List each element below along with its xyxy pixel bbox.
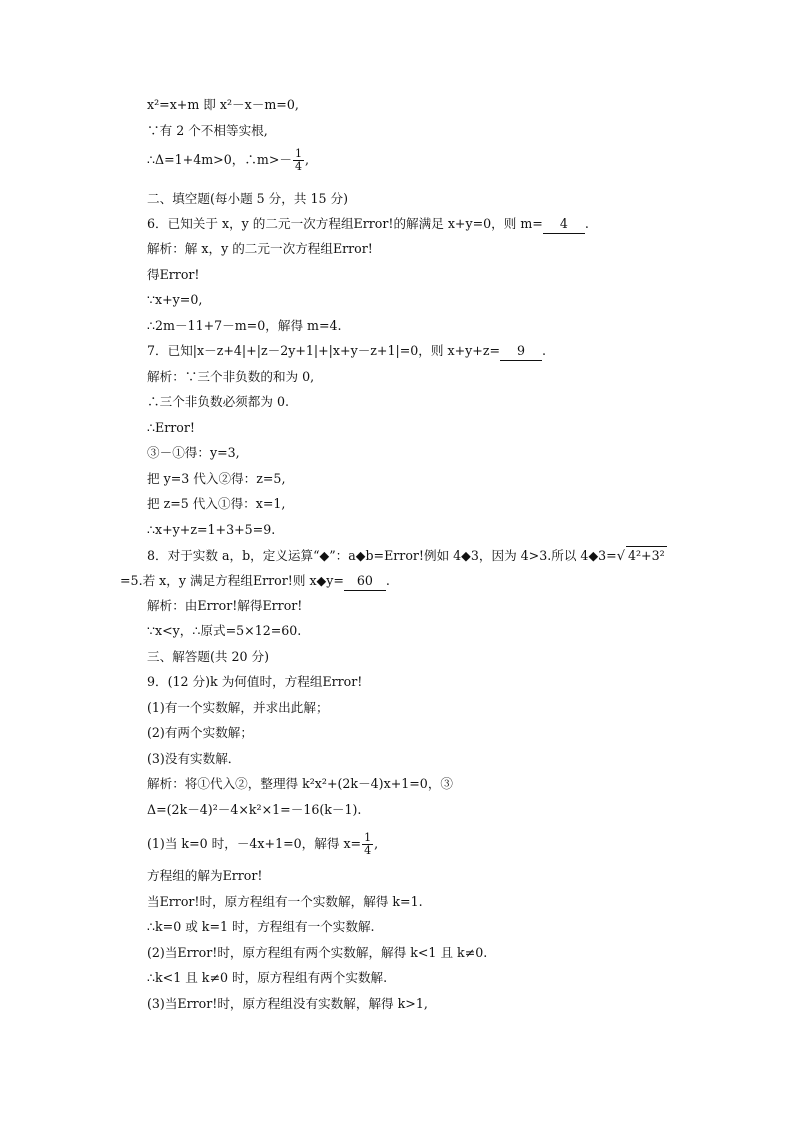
question-8: 8．对于实数 a，b，定义运算“◆”：a◆b=Error!例如 4◆3，因为 4>3.所以 4◆3=√ 4²+3² [147, 548, 665, 564]
text-line: ∴k<1 且 k≠0 时，原方程组有两个实数解. [147, 970, 388, 985]
section-heading-fill-in: 二、填空题(每小题 5 分，共 15 分) [147, 191, 349, 206]
text-line: ∴Δ=1+4m>0，∴m>－ $\frac{1}{4}$ , [147, 147, 310, 173]
section-heading-solve: 三、解答题(共 20 分) [147, 649, 270, 664]
text-line: 把 z=5 代入①得：x=1, [147, 496, 286, 511]
text-line: (3)当Error!时，原方程组没有实数解，解得 k>1, [147, 996, 428, 1011]
fraction-one-fourth: $\frac{1}{4}$ [295, 147, 303, 173]
text-line: x²=x+m 即 x²－x－m=0, [147, 97, 299, 112]
text-line: Δ=(2k－4)²－4×k²×1=－16(k－1). [147, 802, 362, 817]
answer-blank-q8: 60 [344, 572, 386, 591]
text-line: (2)有两个实数解； [147, 725, 253, 740]
text-line: 解析：解 x，y 的二元一次方程组Error! [147, 241, 373, 256]
text-line: 当Error!时，原方程组有一个实数解，解得 k=1. [147, 894, 423, 909]
text-line: ∵x+y=0, [147, 292, 203, 307]
text-line: 把 y=3 代入②得：z=5, [147, 471, 286, 486]
question-9: 9．(12 分)k 为何值时，方程组Error! [147, 674, 363, 689]
text-line: ∴k=0 或 k=1 时，方程组有一个实数解. [147, 919, 375, 934]
fraction-one-fourth: $\frac{1}{4}$ [364, 831, 372, 857]
answer-blank-q6: 4 [543, 215, 585, 234]
text-line: 方程组的解为Error! [147, 868, 263, 883]
text-line: 解析：由Error!解得Error! [147, 598, 303, 613]
question-8-continued: =5.若 x，y 满足方程组Error!则 x◆y= 60 . [120, 572, 390, 591]
text-line: ∴Error! [147, 420, 195, 435]
text-line: ③－①得：y=3, [147, 445, 240, 460]
text-line: (1)有一个实数解，并求出此解； [147, 700, 329, 715]
answer-blank-q7: 9 [500, 342, 542, 361]
sqrt-sign: √ [616, 549, 625, 564]
text-line: (2)当Error!时，原方程组有两个实数解，解得 k<1 且 k≠0. [147, 945, 488, 960]
text-line: 解析：∵三个非负数的和为 0, [147, 369, 315, 384]
text-line: ∴x+y+z=1+3+5=9. [147, 522, 276, 537]
text-line: ∵有 2 个不相等实根, [147, 123, 268, 138]
text-line: 得Error! [147, 267, 200, 282]
text-line: 解析：将①代入②，整理得 k²x²+(2k－4)x+1=0，③ [147, 776, 454, 791]
question-6: 6．已知关于 x，y 的二元一次方程组Error!的解满足 x+y=0，则 m= 4 . [147, 215, 589, 234]
text-line: (1)当 k=0 时，－4x+1=0，解得 x= $\frac{1}{4}$ , [147, 831, 379, 857]
text-line: ∴2m－11+7－m=0，解得 m=4. [147, 318, 342, 333]
text-line: ∴三个非负数必须都为 0. [147, 394, 289, 409]
text-line: ∵x<y，∴原式=5×12=60. [147, 623, 302, 638]
text-line: (3)没有实数解． [147, 751, 241, 766]
question-7: 7．已知|x－z+4|+|z－2y+1|+|x+y－z+1|=0，则 x+y+z= 9 . [147, 342, 546, 361]
sqrt-expression: 4²+3² [628, 548, 665, 563]
